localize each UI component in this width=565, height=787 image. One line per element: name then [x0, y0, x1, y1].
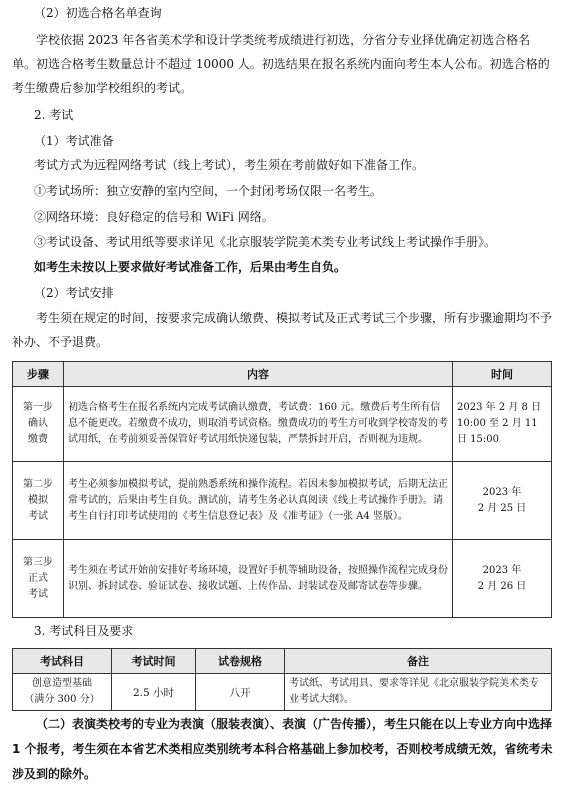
- text-prep-network: ②网络环境：良好稳定的信号和 WiFi 网络。: [34, 210, 274, 224]
- cell-time: 2023 年 2 月 25 日: [453, 462, 552, 540]
- header-step: 步骤: [13, 362, 64, 387]
- header-paper-size: 试卷规格: [196, 649, 285, 674]
- cell-exam-time: 2.5 小时: [112, 674, 196, 711]
- table-row: [13, 540, 552, 618]
- table-row: [13, 674, 552, 711]
- warning-text: 如考生未按以上要求做好考试准备工作，后果由考生自负。: [34, 260, 347, 274]
- header-subject: 考试科目: [13, 649, 112, 674]
- subheading-exam-preparation: （1）考试准备: [34, 134, 114, 148]
- table-header-row: [13, 649, 552, 674]
- subheading-exam-arrangement: （2）考试安排: [34, 286, 114, 300]
- paragraph-exam-arrangement: 考生须在规定的时间，按要求完成确认缴费、模拟考试及正式考试三个步骤，所有步骤逾期均不予补办、不予退费。: [12, 311, 553, 349]
- paragraph-performance-exam: （二）表演类校考的专业为表演（服装表演）、表演（广告传播），考生只能在以上专业方向中选择 1 个报考，考生须在本省艺术类相应类别统考本科合格基础上参加校考，否则校考成绩无效，省统考未涉及到的除外。: [12, 717, 553, 781]
- table-row: [13, 387, 552, 462]
- text-prep-venue: ①考试场所：独立安静的室内空间，一个封闭考场仅限一名考生。: [34, 184, 383, 198]
- cell-notes: 考试纸、考试用具、要求等详见《北京服装学院美术类专业考试大纲》。: [285, 674, 552, 711]
- header-content: 内容: [64, 362, 453, 387]
- header-notes: 备注: [285, 649, 552, 674]
- header-time: 时间: [453, 362, 552, 387]
- cell-step: 第三步 正式 考试: [13, 540, 64, 618]
- cell-time: 2023 年 2 月 26 日: [453, 540, 552, 618]
- heading-subjects: 3. 考试科目及要求: [34, 624, 134, 638]
- cell-content: 初选合格考生在报名系统内完成考试确认缴费，考试费：160 元。缴费后考生所有信息不能更改。若缴费不成功，则取消考试资格。缴费成功的考生方可收到学校寄发的考试用纸，在考前须妥善保管好考试用纸快递包装，严禁拆封开启，否则视为违规。: [64, 387, 453, 462]
- cell-subject: 创意造型基础 （满分 300 分）: [13, 674, 112, 711]
- subjects-table: [12, 648, 552, 711]
- header-exam-time: 考试时间: [112, 649, 196, 674]
- exam-schedule-table: [12, 361, 552, 618]
- cell-content: 考生必须参加模拟考试，提前熟悉系统和操作流程。若因未参加模拟考试，后期无法正常考试的，后果由考生自负。测试前，请考生务必认真阅读《线上考试操作手册》。请考生自行打印考试使用的《考生信息登记表》及《准考证》（一张 A4 竖版）。: [64, 462, 453, 540]
- cell-paper-size: 八开: [196, 674, 285, 711]
- cell-step: 第二步 模拟 考试: [13, 462, 64, 540]
- heading-exam: 2. 考试: [34, 108, 74, 122]
- table-header-row: [13, 362, 552, 387]
- table-row: [13, 462, 552, 540]
- cell-content: 考生须在考试开始前安排好考场环境，设置好手机等辅助设备，按照操作流程完成身份识别、拆封试卷、验证试卷、接收试题、上传作品、封装试卷及邮寄试卷等步骤。: [64, 540, 453, 618]
- section-heading-initial-list: （2）初选合格名单查询: [34, 6, 162, 20]
- cell-step: 第一步 确认 缴费: [13, 387, 64, 462]
- paragraph-initial-selection: 学校依据 2023 年各省美术学和设计学类统考成绩进行初选，分省分专业择优确定初选合格名单。初选合格考生数量总计不超过 10000 人。初选结果在报名系统内面向考生本人公布。初选合格的考生缴费后参加学校组织的考试。: [12, 33, 550, 95]
- text-exam-method: 考试方式为远程网络考试（线上考试），考生须在考前做好如下准备工作。: [34, 158, 425, 172]
- cell-time: 2023 年 2 月 8 日 10:00 至 2 月 11 日 15:00: [453, 387, 552, 462]
- text-prep-devices: ③考试设备、考试用纸等要求详见《北京服装学院美术类专业考试线上考试操作手册》。: [34, 235, 497, 249]
